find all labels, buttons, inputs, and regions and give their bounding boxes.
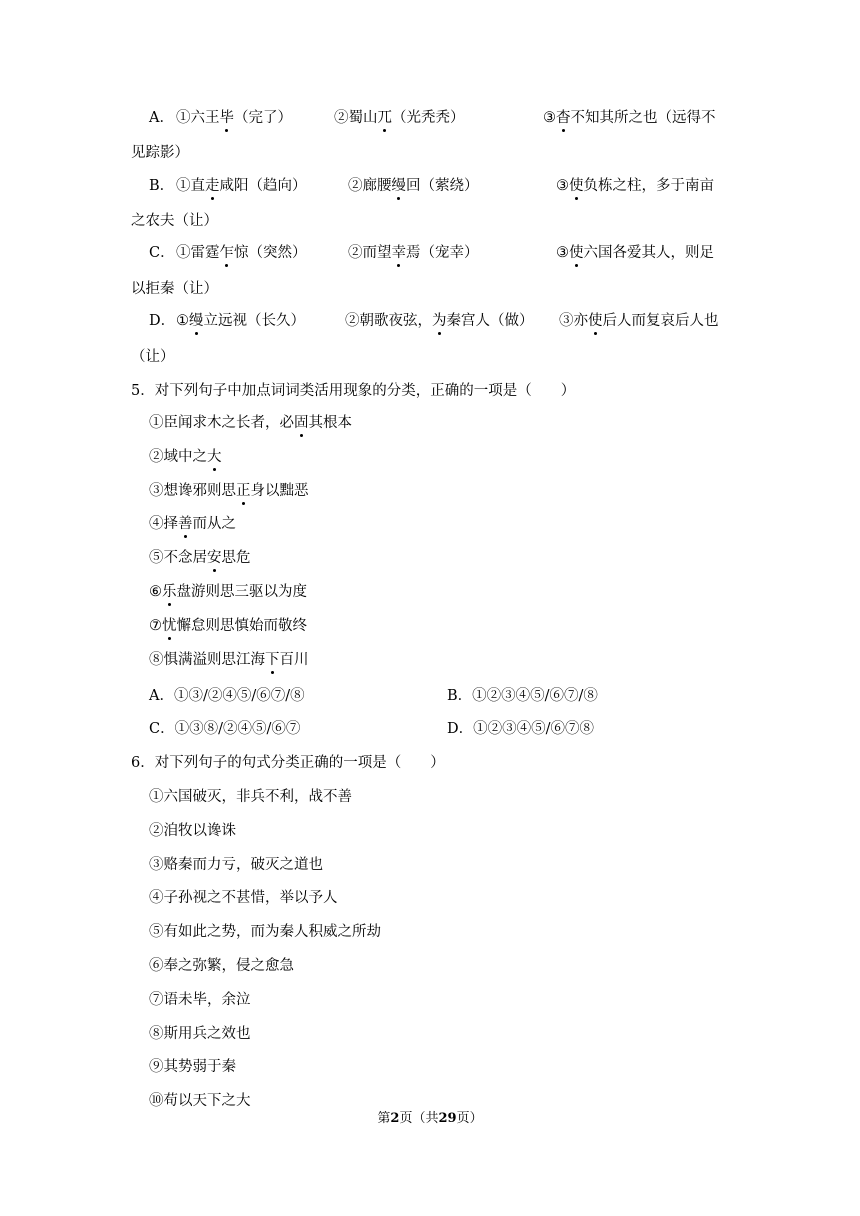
option-item-1: ①六王毕（完了）: [176, 110, 292, 126]
option-label: B．: [149, 178, 175, 194]
option-item-2: ②蜀山兀（光秃秃）: [334, 110, 465, 126]
sentence-item: ①六国破灭，非兵不利，战不善: [149, 789, 352, 805]
emphasis-dot-char: 大: [207, 449, 222, 465]
sentence-item: ③想谗邪则思正身以黜恶: [149, 483, 309, 499]
question-stem: 6．对下列句子的句式分类正确的一项是（ ）: [131, 755, 445, 771]
emphasis-dot-char: 幸: [391, 245, 406, 261]
choice-b: B．①②③④⑤/⑥⑦/⑧: [447, 688, 598, 704]
option-wrap-line: 之农夫（让）: [131, 213, 218, 229]
option-label: C．: [149, 245, 175, 261]
option-item-3: ③杳不知其所之也（远得不: [543, 110, 716, 126]
emphasis-dot-char: 使: [588, 313, 603, 329]
option-item-1: ①缦立远视（长久）: [176, 313, 305, 329]
sentence-item: ①臣闻求木之长者，必固其根本: [149, 415, 352, 431]
option-item-3: ③使负栋之柱，多于南亩: [556, 178, 714, 194]
page-number: 2: [390, 1111, 400, 1126]
sentence-item: ⑦忧懈怠则思慎始而敬终: [149, 618, 307, 634]
sentence-item: ⑧斯用兵之效也: [149, 1026, 251, 1042]
sentence-item: ②域中之大: [149, 449, 222, 465]
sentence-item: ⑤不念居安思危: [149, 550, 251, 566]
emphasis-dot-char: 固: [294, 415, 309, 431]
sentence-item: ⑩苟以天下之大: [149, 1093, 251, 1109]
option-item-2: ②廊腰缦回（萦绕）: [348, 178, 479, 194]
emphasis-dot-char: 毕: [219, 110, 234, 126]
emphasis-dot-char: 缦: [189, 313, 204, 329]
sentence-item: ⑦语未毕，余泣: [149, 992, 251, 1008]
choice-a: A．①③/②④⑤/⑥⑦/⑧: [149, 688, 305, 704]
page-total: 29: [438, 1111, 457, 1126]
option-item-3: ③使六国各爱其人，则足: [556, 245, 714, 261]
option-item-1: ①直走咸阳（趋向）: [176, 178, 307, 194]
choice-c: C．①③⑧/②④⑤/⑥⑦: [149, 721, 301, 737]
option-item-2: ②而望幸焉（宠幸）: [348, 245, 479, 261]
emphasis-dot-char: 缦: [391, 178, 406, 194]
option-item-2: ②朝歌夜弦，为秦宫人（做）: [345, 313, 534, 329]
option-wrap-line: （让）: [131, 349, 175, 365]
sentence-item: ⑥乐盘游则思三驱以为度: [149, 584, 307, 600]
emphasis-dot-char: 乍: [219, 245, 234, 261]
option-item-1: ①雷霆乍惊（突然）: [176, 245, 307, 261]
sentence-item: ③赂秦而力亏，破灭之道也: [149, 857, 323, 873]
option-wrap-line: 见踪影）: [131, 145, 189, 161]
sentence-item: ⑤有如此之势，而为秦人积威之所劫: [149, 924, 381, 940]
emphasis-dot-char: 使: [569, 178, 584, 194]
choice-d: D．①②③④⑤/⑥⑦⑧: [447, 721, 595, 737]
sentence-item: ②洎牧以谗诛: [149, 823, 236, 839]
emphasis-dot-char: 下: [265, 652, 280, 668]
option-label: A．: [149, 110, 174, 126]
sentence-item: ④择善而从之: [149, 516, 236, 532]
sentence-item: ④子孙视之不甚惜，举以予人: [149, 890, 338, 906]
option-item-3: ③亦使后人而复哀后人也: [559, 313, 719, 329]
option-wrap-line: 以拒秦（让）: [131, 281, 218, 297]
sentence-item: ⑧惧满溢则思江海下百川: [149, 652, 309, 668]
emphasis-dot-char: 走: [205, 178, 220, 194]
emphasis-dot-char: 使: [569, 245, 584, 261]
sentence-item: ⑨其势弱于秦: [149, 1059, 236, 1075]
emphasis-dot-char: 正: [236, 483, 251, 499]
emphasis-dot-char: 为: [432, 313, 447, 329]
emphasis-dot-char: 善: [178, 516, 193, 532]
emphasis-dot-char: 乐: [162, 584, 177, 600]
question-stem: 5．对下列句子中加点词词类活用现象的分类，正确的一项是（ ）: [131, 383, 576, 399]
emphasis-dot-char: 兀: [377, 110, 392, 126]
emphasis-dot-char: 杳: [556, 110, 571, 126]
option-label: D．: [149, 313, 176, 329]
emphasis-dot-char: 忧: [162, 618, 177, 634]
emphasis-dot-char: 安: [207, 550, 222, 566]
sentence-item: ⑥奉之弥繁，侵之愈急: [149, 958, 294, 974]
page-footer: 第2页（共29页）: [377, 1111, 483, 1126]
